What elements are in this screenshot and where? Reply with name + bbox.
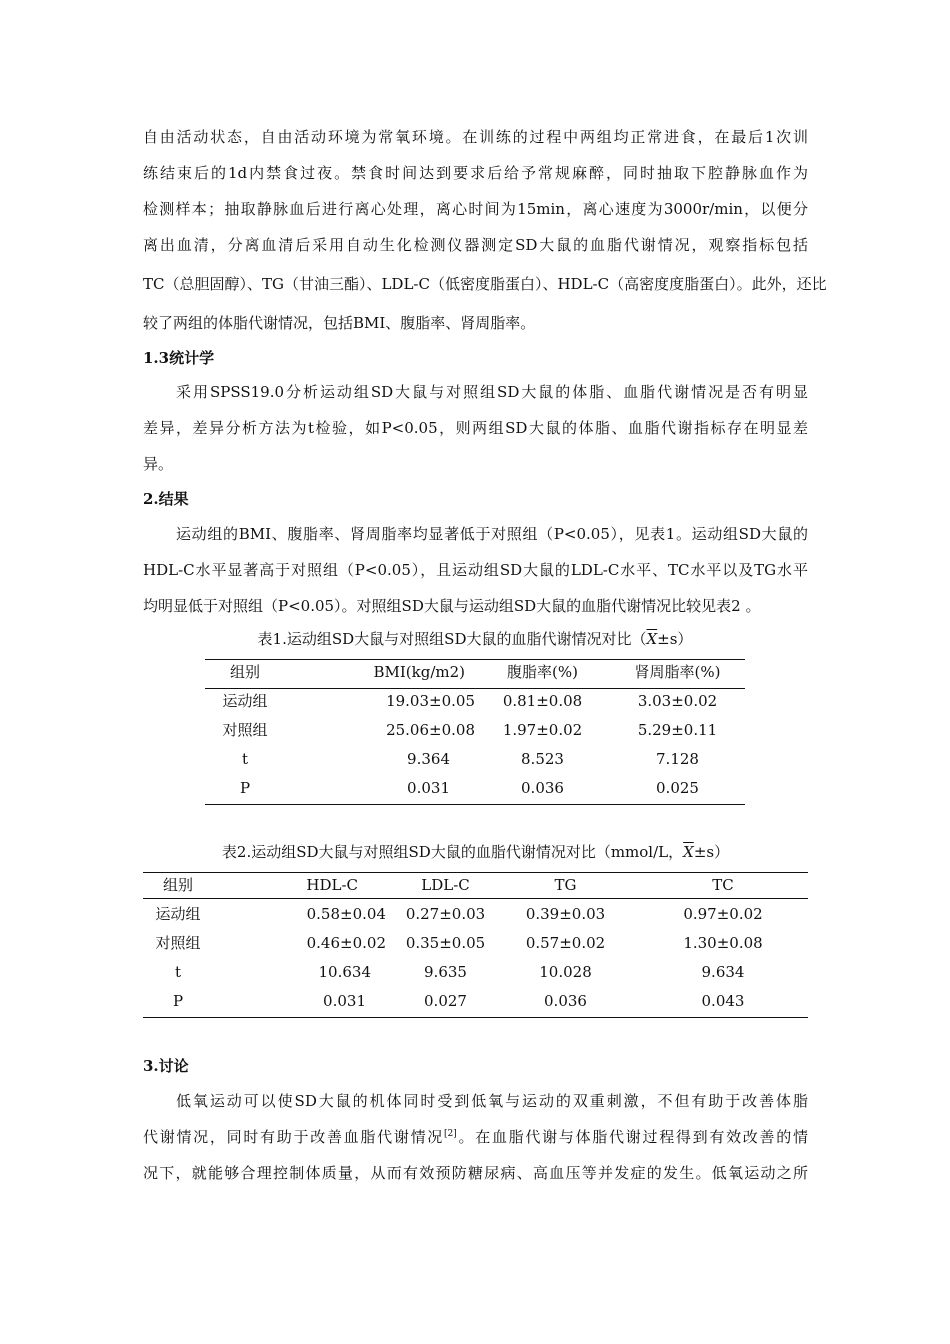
- text-line: 练结束后的1d内禁食过夜。禁食时间达到要求后给予常规麻醉，同时抽取下腔静脉血作为: [143, 164, 808, 182]
- text-line: 运动组的BMI、腹脂率、肾周脂率均显著低于对照组（P<0.05），见表1。运动组SD大鼠的: [176, 525, 808, 543]
- text-line: 采用SPSS19.0分析运动组SD大鼠与对照组SD大鼠的体脂、血脂代谢情况是否有明显: [176, 383, 808, 401]
- table-row: [205, 773, 745, 802]
- table-cell: 0.027: [424, 991, 467, 1010]
- text-line: 检测样本；抽取静脉血后进行离心处理，离心时间为15min，离心速度为3000r/min，以便分: [143, 200, 808, 218]
- table-cell: t: [174, 962, 182, 981]
- table-cell: 运动组: [155, 905, 201, 923]
- table-cell: 0.97±0.02: [683, 904, 763, 923]
- caption-text: 表1.运动组SD大鼠与对照组SD大鼠的血脂代谢情况对比（: [257, 630, 647, 648]
- table1-bottom-rule: [205, 804, 745, 805]
- table-cell: 0.031: [323, 991, 366, 1010]
- table1: [205, 657, 745, 802]
- table-row: [143, 928, 808, 957]
- text-line: HDL-C水平显著高于对照组（P<0.05），且运动组SD大鼠的LDL-C水平、TC水平以及TG水平: [143, 561, 808, 579]
- table-cell: 运动组: [222, 692, 268, 710]
- text-line: TC（总胆固醇）、TG（甘油三酯）、LDL-C（低密度脂蛋白）、HDL-C（高密度度脂蛋白）。此外，还比: [143, 275, 827, 293]
- header-cell: 肾周脂率(%): [634, 663, 721, 681]
- text-line: 均明显低于对照组（P<0.05）。对照组SD大鼠与运动组SD大鼠的血脂代谢情况比较见表2 。: [143, 597, 761, 615]
- table-header-row: [143, 870, 808, 899]
- table-row: [205, 715, 745, 744]
- table-cell: 0.35±0.05: [405, 933, 486, 952]
- table2-caption: [143, 842, 808, 862]
- table1-caption: [205, 629, 745, 649]
- xbar-symbol: $\overline{X}$: [646, 630, 658, 648]
- table-cell: 25.06±0.08: [386, 720, 475, 739]
- table-cell: 0.27±0.03: [405, 904, 486, 923]
- table-cell: 10.028: [539, 962, 592, 981]
- table-cell: 对照组: [155, 934, 201, 952]
- table-header-row: [205, 657, 745, 686]
- table-cell: P: [239, 778, 251, 797]
- section-heading-statistics: 1.3统计学: [143, 349, 215, 367]
- table-cell: 对照组: [222, 721, 268, 739]
- header-cell: 腹脂率(%): [507, 663, 578, 681]
- table-cell: t: [241, 749, 249, 768]
- table-cell: 3.03±0.02: [637, 691, 718, 710]
- table-cell: 0.025: [656, 778, 699, 797]
- table-cell: 9.634: [701, 962, 745, 981]
- table2-bottom-rule: [143, 1017, 808, 1018]
- table-cell: 0.036: [544, 991, 587, 1010]
- table-cell: 10.634: [318, 962, 371, 981]
- table-row: [143, 957, 808, 986]
- caption-text: 表2.运动组SD大鼠与对照组SD大鼠的血脂代谢情况对比（mmol/L，: [221, 843, 684, 861]
- header-cell: BMI(kg/m2): [373, 662, 465, 681]
- header-cell: LDL-C: [421, 875, 470, 894]
- table-row: [205, 686, 745, 715]
- table2: [143, 870, 808, 1015]
- table-cell: 0.031: [407, 778, 450, 797]
- table-cell: 0.036: [521, 778, 564, 797]
- text-span: 。在血脂代谢与体脂代谢过程得到有效改善的情: [456, 1128, 808, 1146]
- xbar-symbol: $\overline{X}$: [683, 843, 694, 861]
- text-span: 代谢情况，同时有助于改善血脂代谢情况: [143, 1128, 445, 1146]
- text-line: 自由活动状态，自由活动环境为常氧环境。在训练的过程中两组均正常进食，在最后1次训: [143, 128, 808, 146]
- table-cell: 0.46±0.02: [306, 933, 386, 952]
- header-cell: 组别: [162, 876, 193, 894]
- table-cell: 7.128: [656, 749, 699, 768]
- table-cell: 9.635: [424, 962, 467, 981]
- caption-text: ±s）: [657, 630, 693, 648]
- table-row: [205, 744, 745, 773]
- table-cell: 0.57±0.02: [525, 933, 606, 952]
- text-line: 较了两组的体脂代谢情况，包括BMI、腹脂率、肾周脂率。: [143, 314, 536, 332]
- text-line: 低氧运动可以使SD大鼠的机体同时受到低氧与运动的双重刺激，不但有助于改善体脂: [176, 1092, 808, 1110]
- table-cell: 1.30±0.08: [683, 933, 763, 952]
- table-cell: 8.523: [521, 749, 564, 768]
- table-cell: 0.043: [701, 991, 745, 1010]
- table-cell: 0.39±0.03: [525, 904, 606, 923]
- table-cell: P: [172, 991, 184, 1010]
- table-cell: 0.81±0.08: [502, 691, 583, 710]
- text-line: 差异，差异分析方法为t检验，如P<0.05，则两组SD大鼠的体脂、血脂代谢指标存在明显差: [143, 419, 808, 437]
- table-cell: 5.29±0.11: [637, 720, 718, 739]
- header-cell: TG: [554, 875, 577, 894]
- text-line: 况下，就能够合理控制体质量，从而有效预防糖尿病、高血压等并发症的发生。低氧运动之所: [143, 1164, 808, 1182]
- header-cell: 组别: [229, 663, 260, 681]
- header-cell: TC: [712, 875, 734, 894]
- table-cell: 0.58±0.04: [306, 904, 386, 923]
- table-cell: 1.97±0.02: [502, 720, 583, 739]
- text-line: 异。: [143, 455, 174, 473]
- table-row: [143, 899, 808, 928]
- citation-ref: [2]: [444, 1129, 457, 1139]
- text-line: 离出血清，分离血清后采用自动生化检测仪器测定SD大鼠的血脂代谢情况，观察指标包括: [143, 236, 808, 254]
- section-heading-results: 2.结果: [143, 490, 189, 508]
- table-row: [143, 986, 808, 1015]
- section-heading-discussion: 3.讨论: [143, 1057, 189, 1075]
- caption-text: ±s）: [693, 843, 730, 861]
- text-line-with-ref: [143, 1127, 808, 1147]
- table-cell: 19.03±0.05: [386, 691, 475, 710]
- header-cell: HDL-C: [306, 875, 358, 894]
- table-cell: 9.364: [407, 749, 450, 768]
